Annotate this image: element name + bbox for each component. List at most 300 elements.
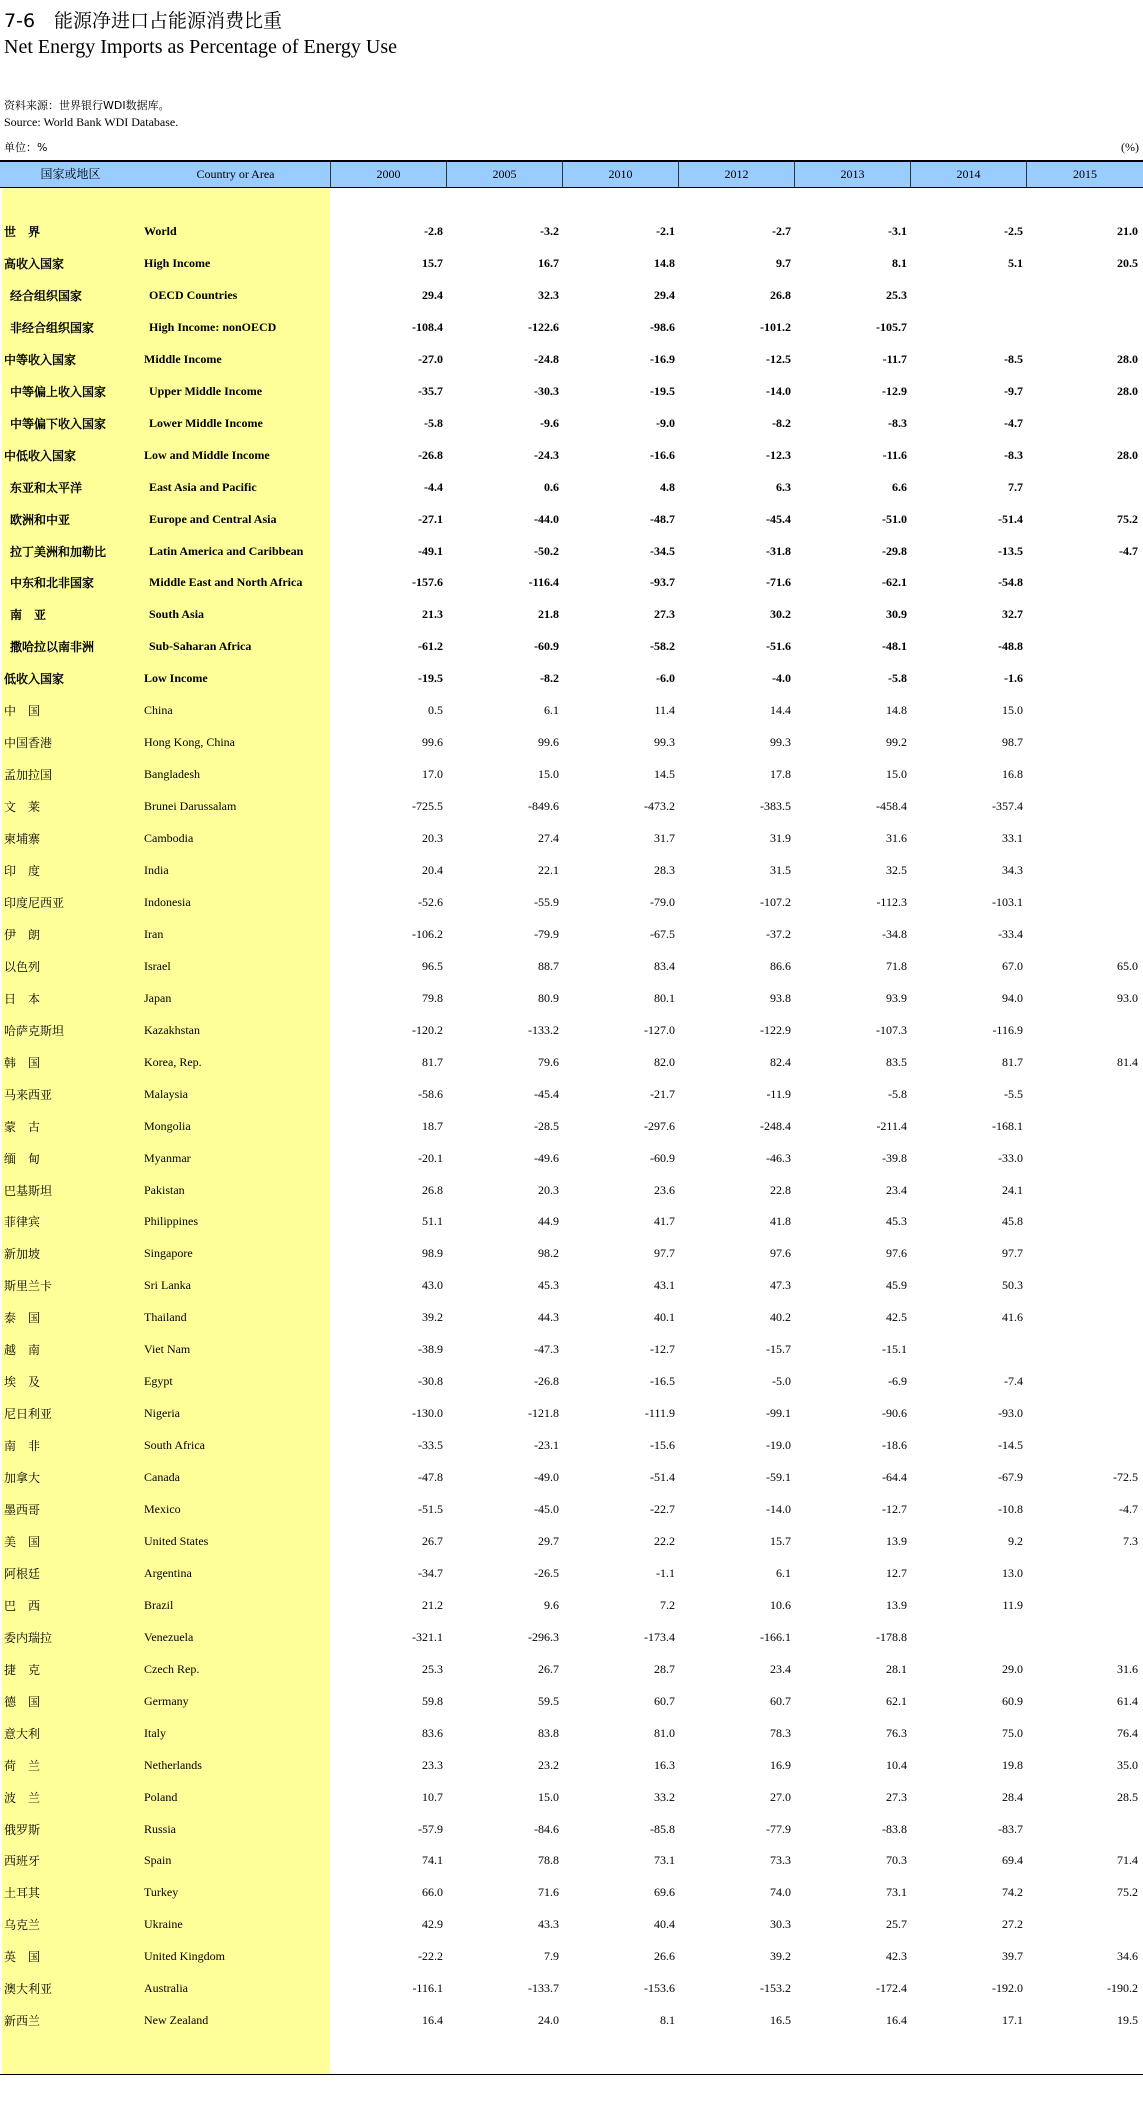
value-cell: 6.1 (776, 1565, 791, 1580)
value-cell: 43.3 (538, 1917, 559, 1932)
value-cell: -5.8 (888, 671, 907, 686)
row-name-en: Malaysia (144, 1086, 188, 1101)
value-cell: -26.8 (534, 1374, 559, 1389)
value-cell: 83.8 (538, 1725, 559, 1740)
table-row (0, 1204, 1143, 1236)
value-cell: -59.1 (766, 1470, 791, 1485)
value-cell: 41.7 (654, 1214, 675, 1229)
row-name-en: United States (144, 1533, 209, 1548)
value-cell: -13.5 (998, 543, 1023, 558)
row-name-cn: 美 国 (4, 1534, 41, 1549)
value-cell: -48.8 (998, 639, 1023, 654)
value-cell: -84.6 (534, 1821, 559, 1836)
value-cell: -67.5 (650, 926, 675, 941)
value-cell: -39.8 (882, 1150, 907, 1165)
table-row (0, 597, 1143, 629)
row-name-en: Brazil (144, 1597, 174, 1612)
value-cell: -62.1 (882, 575, 907, 590)
table-row (0, 1141, 1143, 1173)
table-row (0, 1300, 1143, 1332)
value-cell: -28.5 (534, 1118, 559, 1133)
value-cell: -133.2 (528, 1022, 559, 1037)
row-name-en: World (144, 224, 177, 238)
value-cell: 62.1 (886, 1693, 907, 1708)
row-name-cn: 印 度 (4, 864, 41, 878)
value-cell: 99.6 (422, 735, 443, 750)
value-cell: 32.5 (886, 863, 907, 877)
row-name-cn: 新西兰 (4, 2014, 41, 2029)
value-cell: 22.2 (654, 1533, 675, 1548)
row-name-en: Thailand (144, 1310, 187, 1325)
row-name-en: China (144, 703, 173, 718)
row-name-en: New Zealand (144, 2013, 209, 2028)
table-row (0, 1684, 1143, 1716)
table-header (0, 162, 1143, 188)
value-cell: -116.1 (412, 1981, 443, 1996)
value-cell: -107.3 (876, 1022, 907, 1037)
value-cell: 20.4 (422, 863, 443, 877)
value-cell: 66.0 (422, 1885, 443, 1900)
value-cell: 83.6 (422, 1725, 443, 1740)
value-cell: 45.8 (1002, 1214, 1023, 1229)
value-cell: 70.3 (886, 1853, 907, 1868)
value-cell: 19.8 (1002, 1757, 1023, 1772)
table-row (0, 1556, 1143, 1588)
value-cell: -157.6 (412, 575, 443, 590)
value-cell: -8.2 (772, 415, 791, 430)
value-cell: -1.6 (1004, 671, 1023, 686)
row-name-cn: 拉丁美洲和加勒比 (10, 544, 107, 559)
table-row (0, 1173, 1143, 1205)
row-name-cn: 加拿大 (4, 1471, 41, 1486)
value-cell: 16.8 (1002, 767, 1023, 782)
value-cell: -83.8 (882, 1821, 907, 1836)
value-cell: 93.8 (770, 990, 791, 1005)
value-cell: -26.5 (534, 1565, 559, 1580)
row-name-cn: 波 兰 (4, 1790, 41, 1805)
value-cell: -35.7 (418, 383, 443, 398)
row-name-cn: 尼日利亚 (4, 1407, 53, 1422)
value-cell: -49.0 (534, 1470, 559, 1485)
value-cell: 74.2 (1002, 1885, 1023, 1900)
row-name-en: Nigeria (144, 1406, 180, 1421)
table-row (0, 1748, 1143, 1780)
value-cell: 15.0 (538, 767, 559, 782)
value-cell: 21.3 (422, 607, 443, 622)
page-title-en: Net Energy Imports as Percentage of Energy Use (4, 36, 398, 58)
table-row (0, 1524, 1143, 1556)
value-cell: -58.2 (650, 639, 675, 654)
value-cell: 78.8 (538, 1853, 559, 1868)
value-cell: -12.3 (766, 447, 791, 462)
value-cell: -4.7 (1004, 415, 1023, 430)
value-cell: -121.8 (528, 1406, 559, 1421)
value-cell: 17.1 (1002, 2013, 1023, 2028)
value-cell: 16.9 (770, 1757, 791, 1772)
row-name-cn: 西班牙 (4, 1854, 41, 1869)
value-cell: 15.7 (770, 1533, 791, 1548)
value-cell: -11.7 (882, 351, 907, 366)
value-cell: -90.6 (882, 1406, 907, 1421)
row-name-cn: 中等收入国家 (4, 352, 77, 367)
value-cell: -55.9 (534, 894, 559, 909)
row-name-en: Turkey (144, 1885, 179, 1900)
value-cell: -45.4 (534, 1086, 559, 1101)
value-cell: -51.6 (766, 639, 791, 654)
table-row (0, 214, 1143, 246)
table-row (0, 949, 1143, 981)
value-cell: -383.5 (760, 799, 791, 814)
header-cell-2010: 2010 (562, 162, 678, 187)
value-cell: -33.4 (998, 926, 1023, 941)
value-cell: -93.7 (650, 575, 675, 590)
row-name-en: Indonesia (144, 894, 191, 909)
table-row (0, 1236, 1143, 1268)
row-name-en: Korea, Rep. (144, 1054, 202, 1069)
unit-label: 单位：% (4, 141, 48, 154)
row-name-cn: 阿根廷 (4, 1566, 41, 1581)
value-cell: -79.0 (650, 894, 675, 909)
value-cell: 15.7 (422, 255, 443, 270)
value-cell: 27.2 (1002, 1917, 1023, 1932)
row-name-cn: 俄罗斯 (4, 1822, 41, 1837)
value-cell: -47.8 (418, 1470, 443, 1485)
table-row (0, 1268, 1143, 1300)
value-cell: -2.1 (656, 224, 675, 238)
value-cell: 16.3 (654, 1757, 675, 1772)
value-cell: -101.2 (760, 319, 791, 334)
value-cell: -33.5 (418, 1438, 443, 1453)
value-cell: -31.8 (766, 543, 791, 558)
value-cell: 30.3 (770, 1917, 791, 1932)
value-cell: 71.6 (538, 1885, 559, 1900)
table-row (0, 470, 1143, 502)
value-cell: 8.1 (892, 255, 907, 270)
value-cell: 22.1 (538, 863, 559, 877)
value-cell: 28.5 (1117, 1789, 1138, 1804)
value-cell: 42.5 (886, 1310, 907, 1325)
value-cell: 60.9 (1002, 1693, 1023, 1708)
value-cell: 78.3 (770, 1725, 791, 1740)
row-name-en: Netherlands (144, 1757, 202, 1772)
value-cell: -67.9 (998, 1470, 1023, 1485)
value-cell: -16.5 (650, 1374, 675, 1389)
row-name-en: Ukraine (144, 1917, 183, 1932)
row-name-cn: 新加坡 (4, 1247, 41, 1262)
value-cell: 14.8 (654, 255, 675, 270)
value-cell: 41.6 (1002, 1310, 1023, 1325)
row-name-cn: 东亚和太平洋 (10, 480, 83, 495)
row-name-en: Poland (144, 1789, 178, 1804)
table-row (0, 789, 1143, 821)
value-cell: -99.1 (766, 1406, 791, 1421)
value-cell: 21.8 (538, 607, 559, 622)
value-cell: 98.2 (538, 1246, 559, 1261)
value-cell: 21.0 (1117, 224, 1138, 238)
value-cell: -20.1 (418, 1150, 443, 1165)
value-cell: -22.2 (418, 1949, 443, 1964)
value-cell: 6.3 (776, 479, 791, 494)
value-cell: -1.1 (656, 1565, 675, 1580)
value-cell: 32.7 (1002, 607, 1023, 622)
value-cell: 8.1 (660, 2013, 675, 2028)
value-cell: -2.5 (1004, 224, 1023, 238)
row-name-cn: 菲律宾 (4, 1215, 41, 1230)
value-cell: 26.8 (422, 1182, 443, 1197)
row-name-cn: 缅 甸 (4, 1151, 41, 1166)
value-cell: 82.4 (770, 1054, 791, 1069)
row-name-cn: 欧洲和中亚 (10, 512, 71, 527)
row-name-en: Germany (144, 1693, 189, 1708)
table-row (0, 1396, 1143, 1428)
value-cell: 5.1 (1008, 255, 1023, 270)
value-cell: -72.5 (1113, 1470, 1138, 1485)
row-name-en: Bangladesh (144, 767, 200, 782)
value-cell: 21.2 (422, 1597, 443, 1612)
table-row (0, 1588, 1143, 1620)
row-name-en: Hong Kong, China (144, 735, 235, 750)
table-row (0, 629, 1143, 661)
row-name-cn: 世 界 (4, 225, 41, 239)
value-cell: 94.0 (1002, 990, 1023, 1005)
value-cell: -166.1 (760, 1629, 791, 1644)
value-cell: 82.0 (654, 1054, 675, 1069)
row-name-en: Sub-Saharan Africa (149, 639, 252, 654)
value-cell: -103.1 (992, 894, 1023, 909)
value-cell: -85.8 (650, 1821, 675, 1836)
value-cell: 13.9 (886, 1533, 907, 1548)
value-cell: 93.9 (886, 990, 907, 1005)
value-cell: 75.2 (1117, 511, 1138, 526)
value-cell: -2.7 (772, 224, 791, 238)
value-cell: 7.7 (1008, 479, 1023, 494)
value-cell: -6.0 (656, 671, 675, 686)
value-cell: 29.0 (1002, 1661, 1023, 1676)
table-row (0, 885, 1143, 917)
value-cell: 14.5 (654, 767, 675, 782)
table-row (0, 757, 1143, 789)
value-cell: 88.7 (538, 958, 559, 973)
value-cell: -12.5 (766, 351, 791, 366)
value-cell: 15.0 (886, 767, 907, 782)
value-cell: -24.3 (534, 447, 559, 462)
table-row (0, 374, 1143, 406)
value-cell: -27.0 (418, 351, 443, 366)
value-cell: 13.0 (1002, 1565, 1023, 1580)
value-cell: -48.7 (650, 511, 675, 526)
row-name-en: United Kingdom (144, 1949, 225, 1964)
row-name-en: Latin America and Caribbean (149, 543, 304, 558)
value-cell: 6.1 (544, 703, 559, 718)
table-row (0, 565, 1143, 597)
table-row (0, 502, 1143, 534)
value-cell: -19.5 (418, 671, 443, 686)
value-cell: -2.8 (424, 224, 443, 238)
value-cell: -168.1 (992, 1118, 1023, 1133)
value-cell: -849.6 (528, 799, 559, 814)
value-cell: 80.1 (654, 990, 675, 1005)
row-name-en: Kazakhstan (144, 1022, 200, 1037)
value-cell: 61.4 (1117, 1693, 1138, 1708)
value-cell: -23.1 (534, 1438, 559, 1453)
value-cell: -64.4 (882, 1470, 907, 1485)
value-cell: 23.2 (538, 1757, 559, 1772)
row-name-en: Czech Rep. (144, 1661, 200, 1676)
table-row (0, 438, 1143, 470)
value-cell: -22.7 (650, 1502, 675, 1516)
row-name-en: East Asia and Pacific (149, 479, 257, 494)
row-name-cn: 文 莱 (4, 800, 41, 815)
value-cell: -5.8 (424, 415, 443, 430)
value-cell: 30.9 (886, 607, 907, 622)
value-cell: -120.2 (412, 1022, 443, 1037)
value-cell: 67.0 (1002, 958, 1023, 973)
value-cell: 42.3 (886, 1949, 907, 1964)
value-cell: 31.6 (1117, 1661, 1138, 1676)
value-cell: -46.3 (766, 1150, 791, 1165)
table-row (0, 342, 1143, 374)
value-cell: 41.8 (770, 1214, 791, 1229)
row-name-en: Iran (144, 926, 164, 941)
row-name-cn: 低收入国家 (4, 672, 65, 687)
value-cell: 12.7 (886, 1565, 907, 1580)
value-cell: -190.2 (1107, 1981, 1138, 1996)
table-row (0, 1652, 1143, 1684)
table-row (0, 1716, 1143, 1748)
value-cell: -122.9 (760, 1022, 791, 1037)
value-cell: 0.6 (544, 479, 559, 494)
value-cell: 4.8 (660, 479, 675, 494)
source-note-cn: 资料来源：世界银行WDI数据库。 (4, 99, 170, 112)
row-name-cn: 英 国 (4, 1950, 41, 1965)
value-cell: 43.0 (422, 1278, 443, 1293)
row-name-cn: 德 国 (4, 1694, 41, 1709)
value-cell: -12.9 (882, 383, 907, 398)
value-cell: 15.0 (1002, 703, 1023, 718)
value-cell: -458.4 (876, 799, 907, 814)
value-cell: 75.2 (1117, 1885, 1138, 1900)
value-cell: 31.7 (654, 831, 675, 846)
value-cell: 98.7 (1002, 735, 1023, 750)
value-cell: 22.8 (770, 1182, 791, 1197)
row-name-en: Mexico (144, 1502, 181, 1516)
row-name-en: Spain (144, 1853, 172, 1868)
value-cell: 86.6 (770, 958, 791, 973)
table-row (0, 853, 1143, 885)
row-name-en: Argentina (144, 1565, 192, 1580)
value-cell: 10.4 (886, 1757, 907, 1772)
value-cell: -14.0 (766, 383, 791, 398)
value-cell: -14.5 (998, 1438, 1023, 1453)
value-cell: 97.7 (1002, 1246, 1023, 1261)
row-name-cn: 撒哈拉以南非洲 (10, 640, 95, 655)
value-cell: -4.0 (772, 671, 791, 686)
row-name-en: Brunei Darussalam (144, 799, 237, 814)
table-row (0, 1971, 1143, 2003)
value-cell: -15.1 (882, 1342, 907, 1357)
value-cell: -48.1 (882, 639, 907, 654)
table-row (0, 1875, 1143, 1907)
value-cell: -173.4 (644, 1629, 675, 1644)
row-name-cn: 非经合组织国家 (10, 320, 95, 335)
value-cell: 10.7 (422, 1789, 443, 1804)
table-row (0, 917, 1143, 949)
table-row (0, 534, 1143, 566)
value-cell: 47.3 (770, 1278, 791, 1293)
value-cell: 28.1 (886, 1661, 907, 1676)
value-cell: 23.6 (654, 1182, 675, 1197)
value-cell: 15.0 (538, 1789, 559, 1804)
value-cell: 30.2 (770, 607, 791, 622)
row-name-cn: 巴基斯坦 (4, 1183, 53, 1198)
table-row (0, 1045, 1143, 1077)
value-cell: -33.0 (998, 1150, 1023, 1165)
value-cell: -105.7 (876, 319, 907, 334)
row-name-en: Egypt (144, 1374, 173, 1389)
value-cell: 76.3 (886, 1725, 907, 1740)
source-note-en: Source: World Bank WDI Database. (4, 115, 179, 129)
value-cell: -60.9 (534, 639, 559, 654)
value-cell: 34.3 (1002, 863, 1023, 877)
value-cell: 40.1 (654, 1310, 675, 1325)
value-cell: 75.0 (1002, 1725, 1023, 1740)
value-cell: 24.1 (1002, 1182, 1023, 1197)
value-cell: -61.2 (418, 639, 443, 654)
value-cell: -8.2 (540, 671, 559, 686)
row-name-en: South Asia (149, 607, 205, 622)
value-cell: -19.5 (650, 383, 675, 398)
value-cell: 9.2 (1008, 1533, 1023, 1548)
value-cell: 27.0 (770, 1789, 791, 1804)
header-cell-2000: 2000 (330, 162, 446, 187)
value-cell: 23.4 (886, 1182, 907, 1197)
value-cell: 32.3 (538, 287, 559, 302)
value-cell: -34.8 (882, 926, 907, 941)
table-row (0, 821, 1143, 853)
value-cell: 18.7 (422, 1118, 443, 1133)
row-name-cn: 越 南 (4, 1343, 41, 1358)
value-cell: -11.9 (766, 1086, 791, 1101)
value-cell: 59.5 (538, 1693, 559, 1708)
header-cell-en-name: Country or Area (196, 167, 275, 181)
table-row (0, 246, 1143, 278)
row-name-en: Mongolia (144, 1118, 191, 1133)
row-name-en: Low and Middle Income (144, 447, 270, 462)
value-cell: 65.0 (1117, 958, 1138, 973)
value-cell: 79.6 (538, 1054, 559, 1069)
value-cell: -24.8 (534, 351, 559, 366)
page-title-cn: 7-6 能源净进口占能源消费比重 (4, 10, 283, 32)
value-cell: -116.4 (528, 575, 559, 590)
value-cell: -153.2 (760, 1981, 791, 1996)
value-cell: 23.3 (422, 1757, 443, 1772)
value-cell: -211.4 (876, 1118, 907, 1133)
value-cell: 25.7 (886, 1917, 907, 1932)
value-cell: 60.7 (770, 1693, 791, 1708)
value-cell: -11.6 (882, 447, 907, 462)
value-cell: 97.6 (886, 1246, 907, 1261)
value-cell: -77.9 (766, 1821, 791, 1836)
row-name-cn: 印度尼西亚 (4, 895, 65, 910)
value-cell: 16.4 (886, 2013, 907, 2028)
value-cell: 81.7 (422, 1054, 443, 1069)
value-cell: 83.4 (654, 958, 675, 973)
value-cell: -30.3 (534, 383, 559, 398)
value-cell: -71.6 (766, 575, 791, 590)
row-name-en: Viet Nam (144, 1342, 191, 1357)
value-cell: 16.4 (422, 2013, 443, 2028)
value-cell: 93.0 (1117, 990, 1138, 1005)
